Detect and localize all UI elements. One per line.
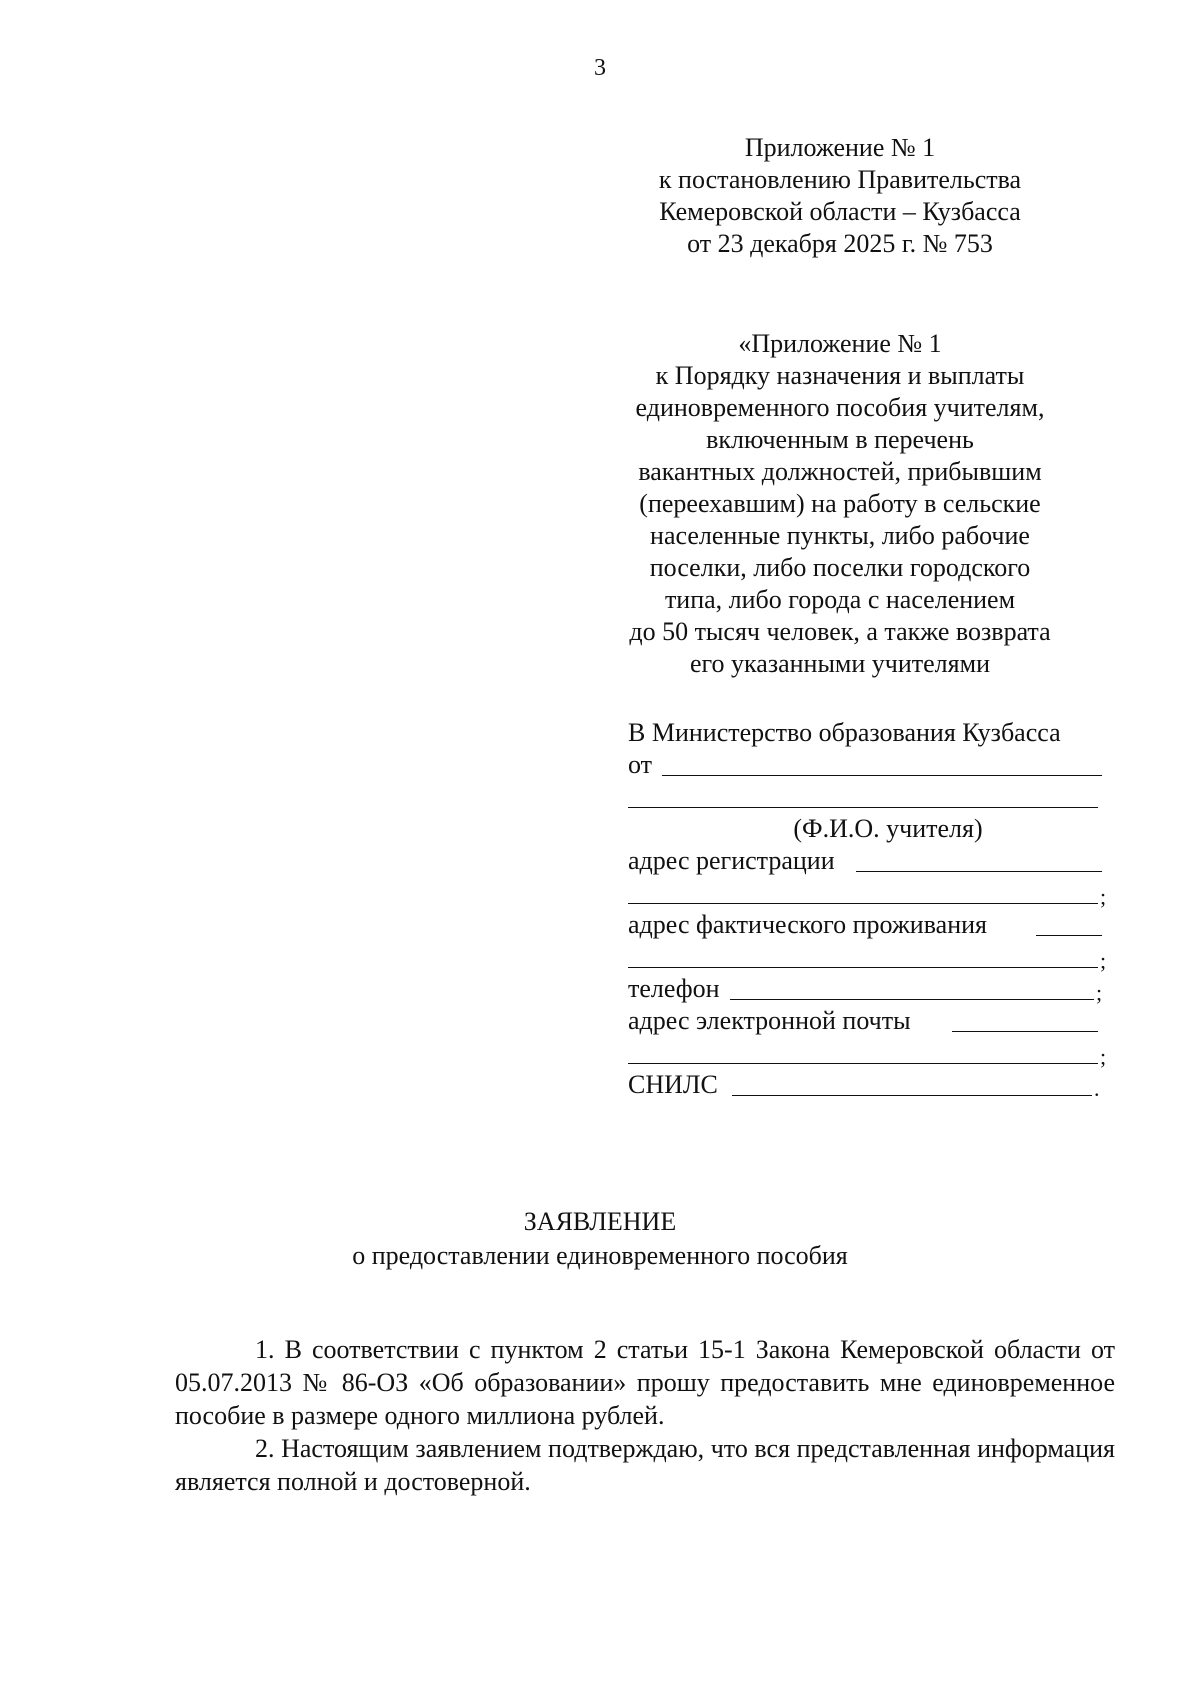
order-appendix-line: (переехавшим) на работу в сельские bbox=[639, 489, 1041, 518]
phone-field[interactable] bbox=[730, 975, 1094, 1000]
from-line bbox=[628, 749, 1108, 781]
phone-semicolon: ; bbox=[1096, 980, 1103, 1005]
statement-title bbox=[0, 1205, 1200, 1273]
actual-address-field[interactable] bbox=[1036, 911, 1102, 936]
registration-field-continuation[interactable] bbox=[628, 879, 1098, 904]
snils-field[interactable] bbox=[732, 1071, 1092, 1096]
applicant-form bbox=[628, 717, 1108, 1101]
registration-semicolon: ; bbox=[1100, 884, 1107, 909]
order-appendix-line: включенным в перечень bbox=[706, 425, 974, 454]
order-appendix-line: населенные пункты, либо рабочие bbox=[650, 521, 1030, 550]
order-appendix-line: типа, либо города с населением bbox=[664, 585, 1016, 614]
approval-header bbox=[620, 132, 1060, 260]
from-label: от bbox=[628, 750, 653, 779]
order-appendix-line: к Порядку назначения и выплаты bbox=[655, 361, 1025, 390]
actual-address-continuation-line bbox=[628, 941, 1108, 973]
from-field-continuation[interactable] bbox=[628, 783, 1098, 808]
order-appendix-line: до 50 тысяч человек, а также возврата bbox=[629, 617, 1051, 646]
order-appendix-line: единовременного пособия учителям, bbox=[635, 393, 1045, 422]
snils-period: . bbox=[1094, 1076, 1100, 1101]
order-appendix-header bbox=[600, 328, 1080, 680]
actual-address-field-continuation[interactable] bbox=[628, 943, 1098, 968]
email-field[interactable] bbox=[952, 1007, 1098, 1032]
approval-line: к постановлению Правительства bbox=[658, 165, 1022, 194]
approval-line: Приложение № 1 bbox=[744, 133, 936, 162]
email-line bbox=[628, 1005, 1108, 1037]
phone-label: телефон bbox=[628, 974, 720, 1003]
snils-label: СНИЛС bbox=[628, 1070, 718, 1099]
approval-line: от 23 декабря 2025 г. № 753 bbox=[687, 229, 993, 258]
statement-heading: ЗАЯВЛЕНИЕ bbox=[523, 1207, 677, 1236]
order-appendix-line: вакантных должностей, прибывшим bbox=[638, 457, 1042, 486]
actual-address-semicolon: ; bbox=[1100, 948, 1107, 973]
addressee: В Министерство образования Кузбасса bbox=[628, 718, 1061, 747]
statement-subheading: о предоставлении единовременного пособия bbox=[352, 1241, 848, 1270]
order-appendix-line: «Приложение № 1 bbox=[738, 329, 942, 358]
statement-body bbox=[175, 1333, 1115, 1498]
paragraph-1: 1. В соответствии с пунктом 2 статьи 15-1 Закона Кемеровской области от 05.07.2013 № 86-ОЗ «Об образовании» прошу предоставить мне единовременное пособие в размере одного миллиона рублей. bbox=[175, 1335, 1115, 1430]
approval-line: Кемеровской области – Кузбасса bbox=[659, 197, 1021, 226]
email-continuation-line bbox=[628, 1037, 1108, 1069]
paragraph-2: 2. Настоящим заявлением подтверждаю, что вся представленная информация является полной и достоверной. bbox=[175, 1434, 1115, 1496]
email-semicolon: ; bbox=[1100, 1044, 1107, 1069]
from-field[interactable] bbox=[662, 751, 1102, 776]
page-number: 3 bbox=[594, 55, 606, 81]
phone-line bbox=[628, 973, 1108, 1005]
registration-field[interactable] bbox=[856, 847, 1102, 872]
registration-continuation-line bbox=[628, 877, 1108, 909]
fio-caption: (Ф.И.О. учителя) bbox=[793, 814, 983, 843]
from-continuation-line bbox=[628, 781, 1108, 813]
actual-address-label: адрес фактического проживания bbox=[628, 910, 987, 939]
actual-address-line bbox=[628, 909, 1108, 941]
order-appendix-line: его указанными учителями bbox=[689, 649, 990, 678]
registration-label: адрес регистрации bbox=[628, 846, 835, 875]
email-label: адрес электронной почты bbox=[628, 1006, 911, 1035]
registration-line bbox=[628, 845, 1108, 877]
order-appendix-line: поселки, либо поселки городского bbox=[649, 553, 1031, 582]
snils-line bbox=[628, 1069, 1108, 1101]
email-field-continuation[interactable] bbox=[628, 1039, 1098, 1064]
addressee-line bbox=[628, 717, 1108, 749]
